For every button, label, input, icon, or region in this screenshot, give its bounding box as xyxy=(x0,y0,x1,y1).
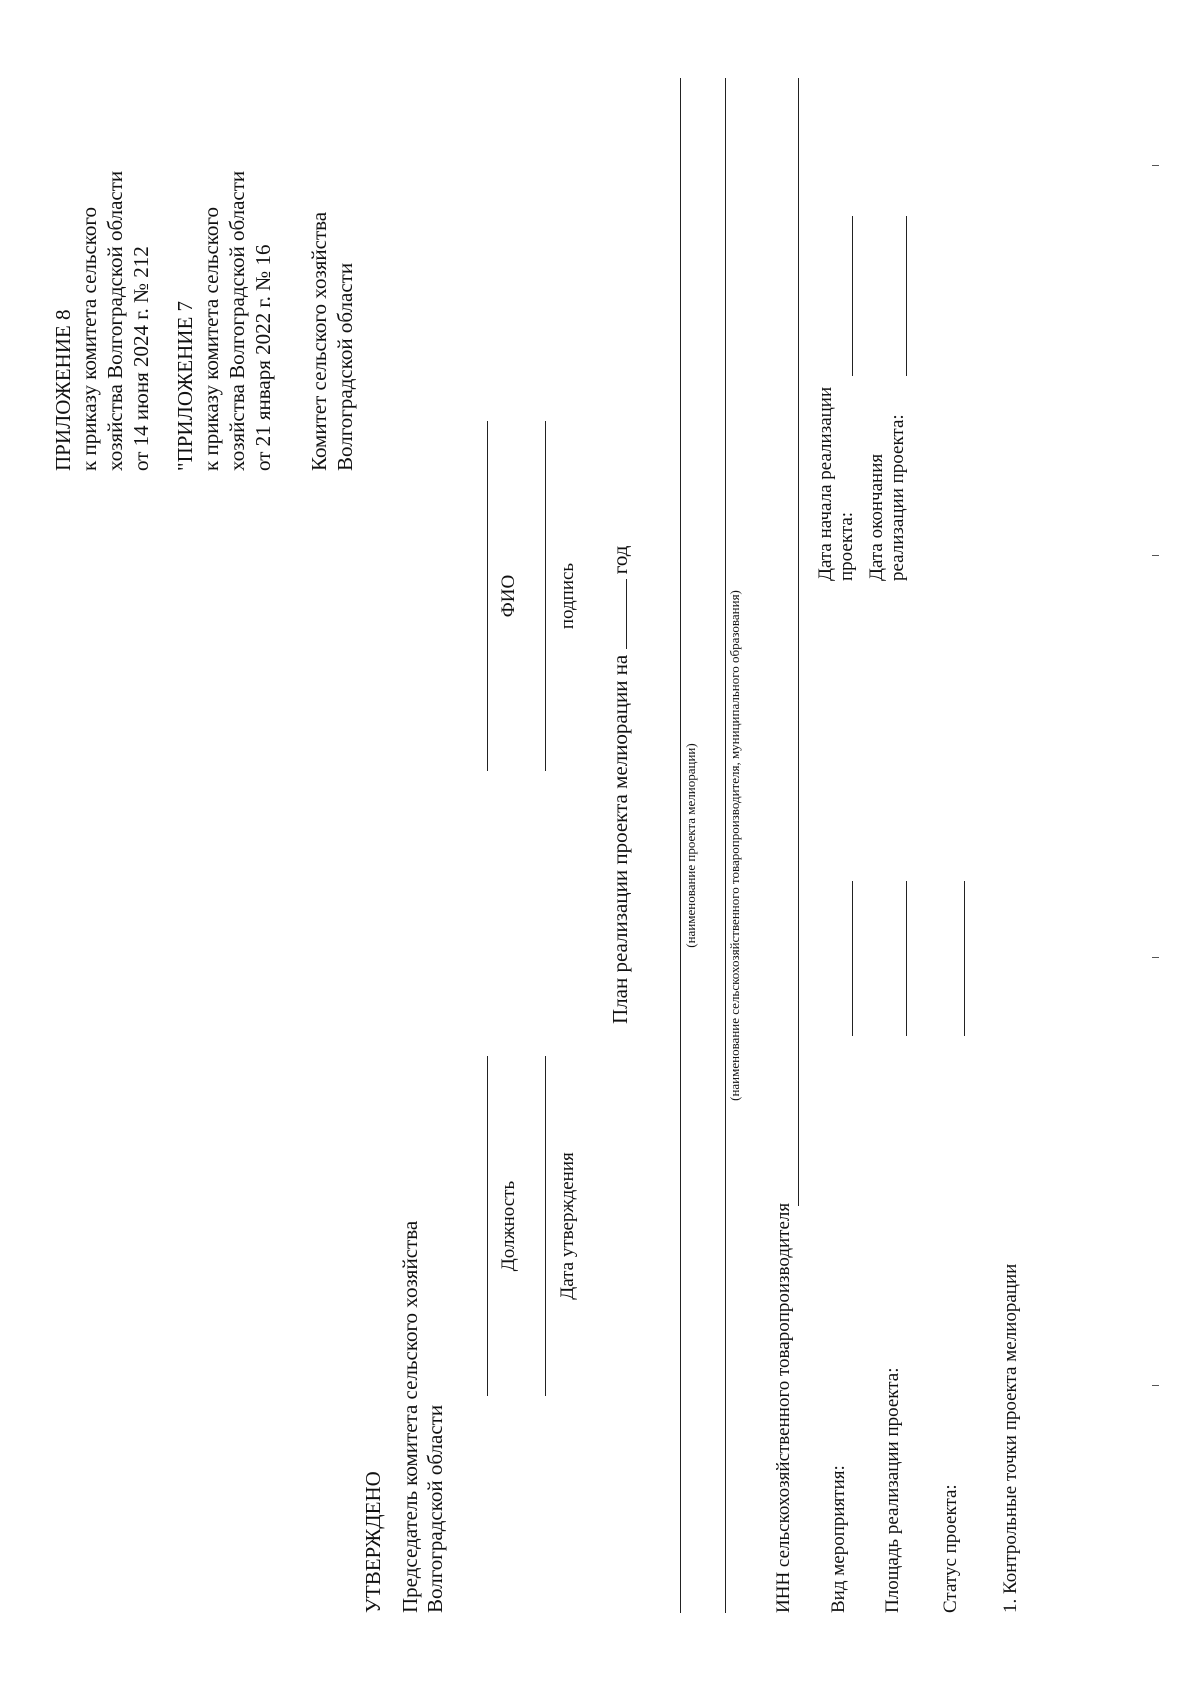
appendix7-line2: хозяйства Волгоградской области xyxy=(225,170,249,471)
appendix7-line3: от 21 января 2022 г. № 16 xyxy=(251,244,275,471)
event-type-field-line[interactable] xyxy=(852,881,853,1036)
section1-title: 1. Контрольные точки проекта мелиорации xyxy=(1000,1263,1021,1613)
start-date-field-line[interactable] xyxy=(852,216,853,376)
position-label: Должность xyxy=(498,1180,519,1272)
end-date-label: Дата окончания реализации проекта: xyxy=(866,414,909,581)
status-label: Статус проекта: xyxy=(940,1484,961,1613)
approval-line1: Председатель комитета сельского хозяйства xyxy=(398,1220,422,1613)
inn-label: ИНН сельскохозяйственного товаропроизводителя xyxy=(773,1202,794,1613)
status-field-line[interactable] xyxy=(964,881,965,1036)
plan-title-text: План реализации проекта мелиорации на xyxy=(608,654,632,1024)
scan-mark xyxy=(1152,555,1159,556)
committee-line1: Комитет сельского хозяйства xyxy=(307,211,331,471)
signature-line xyxy=(545,421,546,771)
appendix7-line1: к приказу комитета сельского xyxy=(199,206,223,471)
project-name-caption: (наименование проекта мелиорации) xyxy=(683,743,698,948)
appendix8-line3: от 14 июня 2024 г. № 212 xyxy=(129,246,153,471)
appendix8-title: ПРИЛОЖЕНИЕ 8 xyxy=(51,309,75,471)
year-blank-line[interactable] xyxy=(608,579,627,649)
plan-title-year-label: год xyxy=(608,545,632,575)
position-line xyxy=(487,1056,488,1396)
plan-title xyxy=(608,546,633,1024)
approval-title: УТВЕРЖДЕНО xyxy=(361,1471,385,1613)
producer-caption: (наименование сельскохозяйственного товаропроизводителя, муниципального образования) xyxy=(727,590,742,1101)
start-date-label: Дата начала реализации проекта: xyxy=(815,386,858,581)
event-type-label: Вид мероприятия: xyxy=(828,1465,849,1613)
date-line xyxy=(545,1056,546,1396)
approval-line2: Волгоградской области xyxy=(423,1404,447,1613)
area-label: Площадь реализации проекта: xyxy=(882,1367,903,1613)
area-field-line[interactable] xyxy=(906,881,907,1036)
appendix7-title: "ПРИЛОЖЕНИЕ 7 xyxy=(173,300,197,471)
approval-date-label: Дата утверждения xyxy=(557,1152,578,1300)
inn-field-line[interactable] xyxy=(798,78,799,1206)
end-date-field-line[interactable] xyxy=(906,216,907,376)
producer-name-line[interactable] xyxy=(725,78,726,1613)
signature-label: подпись xyxy=(557,562,578,630)
fio-label: ФИО xyxy=(498,574,519,618)
scan-mark xyxy=(1152,957,1159,958)
scan-mark xyxy=(1152,165,1159,166)
project-name-line[interactable] xyxy=(680,78,681,1613)
appendix8-line2: хозяйства Волгоградской области xyxy=(103,170,127,471)
appendix8-line1: к приказу комитета сельского xyxy=(77,206,101,471)
fio-line xyxy=(487,421,488,771)
committee-line2: Волгоградской области xyxy=(333,262,357,471)
scan-mark xyxy=(1152,1385,1159,1386)
